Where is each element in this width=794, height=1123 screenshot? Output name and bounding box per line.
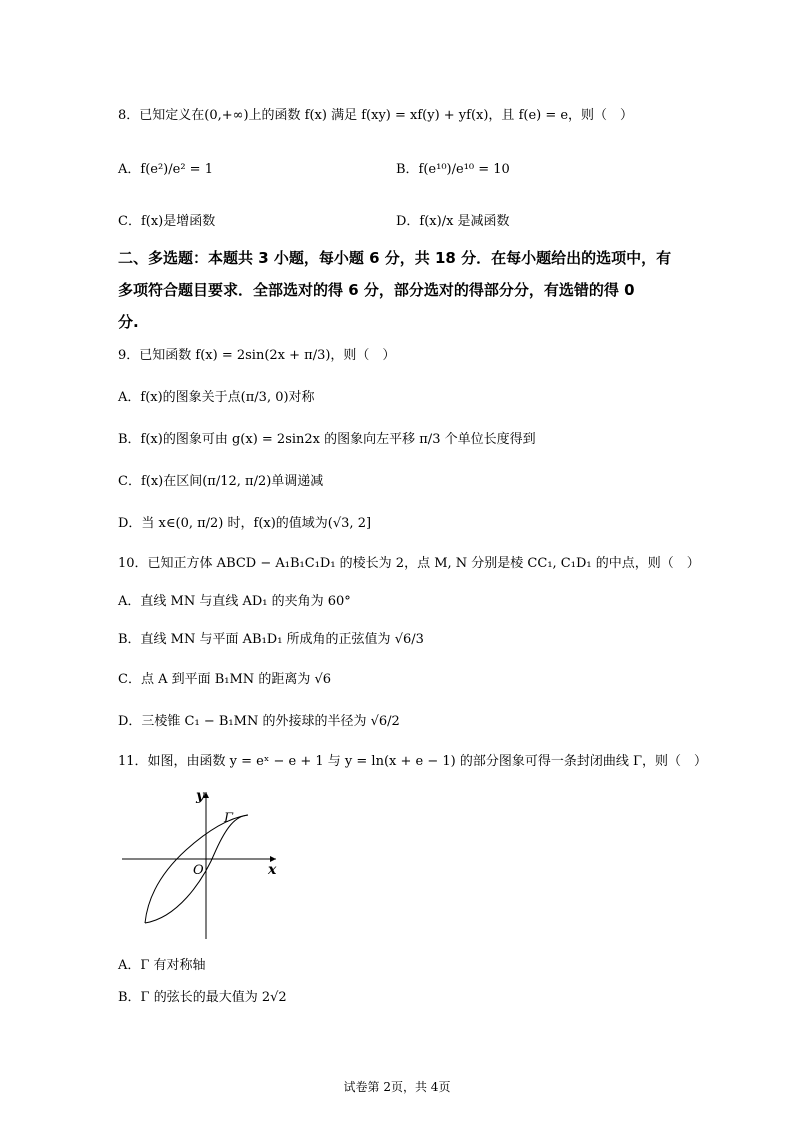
question-11-stem: 11．如图，由函数 y = eˣ − e + 1 与 y = ln(x + e − 1) 的部分图象可得一条封闭曲线 Γ，则（ ） — [118, 754, 707, 769]
question-8-option-b: B．f(e¹⁰)/e¹⁰ = 10 — [396, 162, 510, 177]
y-axis-label: y — [196, 788, 205, 804]
question-10-option-a: A．直线 MN 与直线 AD₁ 的夹角为 60° — [118, 594, 351, 609]
question-9-option-c: C．f(x)在区间(π/12, π/2)单调递减 — [118, 474, 324, 489]
question-10-option-b: B．直线 MN 与平面 AB₁D₁ 所成角的正弦值为 √6/3 — [118, 632, 424, 647]
question-8-option-c: C．f(x)是增函数 — [118, 214, 216, 229]
question-8-option-a: A．f(e²)/e² = 1 — [118, 162, 213, 177]
question-10-option-c: C．点 A 到平面 B₁MN 的距离为 √6 — [118, 672, 332, 687]
question-11-figure — [118, 784, 288, 944]
question-10-stem: 10．已知正方体 ABCD − A₁B₁C₁D₁ 的棱长为 2，点 M, N 分别是棱 CC₁, C₁D₁ 的中点，则（ ） — [118, 556, 700, 571]
question-9-stem: 9．已知函数 f(x) = 2sin(2x + π/3)，则（ ） — [118, 348, 396, 363]
origin-label: O — [193, 863, 204, 878]
section-2-heading-line-1: 二、多选题：本题共 3 小题，每小题 6 分，共 18 分．在每小题给出的选项中，有 — [118, 249, 672, 267]
question-9-option-d: D．当 x∈(0, π/2) 时，f(x)的值域为(√3, 2] — [118, 516, 372, 531]
curve-label: Γ — [224, 811, 234, 826]
question-10-option-d: D．三棱锥 C₁ − B₁MN 的外接球的半径为 √6/2 — [118, 714, 400, 729]
section-2-heading-line-2: 多项符合题目要求．全部选对的得 6 分，部分选对的得部分分，有选错的得 0 — [118, 281, 635, 299]
section-2-heading-line-3: 分. — [118, 313, 139, 331]
x-axis-label: x — [268, 862, 277, 878]
page-footer: 试卷第 2页，共 4页 — [343, 1080, 451, 1094]
question-11-option-a: A．Γ 有对称轴 — [118, 958, 206, 973]
question-11-option-b: B．Γ 的弦长的最大值为 2√2 — [118, 990, 287, 1005]
question-8-stem: 8．已知定义在(0,+∞)上的函数 f(x) 满足 f(xy) = xf(y) + yf(x)，且 f(e) = e，则（ ） — [118, 108, 634, 123]
question-8-option-d: D．f(x)/x 是减函数 — [396, 214, 510, 229]
question-9-option-a: A．f(x)的图象关于点(π/3, 0)对称 — [118, 390, 315, 405]
question-9-option-b: B．f(x)的图象可由 g(x) = 2sin2x 的图象向左平移 π/3 个单位长度得到 — [118, 432, 536, 447]
